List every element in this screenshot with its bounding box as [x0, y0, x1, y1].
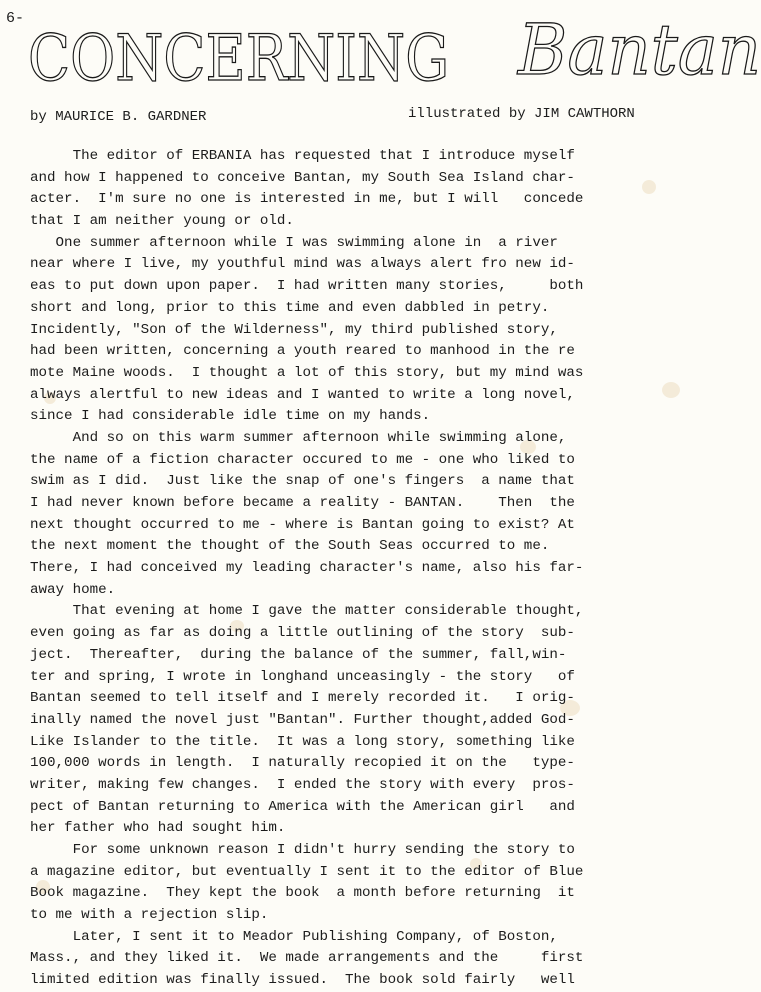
body-line: For some unknown reason I didn't hurry sending the story to [30, 842, 575, 858]
body-line: since I had considerable idle time on my hands. [30, 408, 431, 425]
body-line: a magazine editor, but eventually I sent it to the editor of Blue [30, 863, 584, 880]
body-line: Mass., and they liked it. We made arrangements and the first [30, 950, 584, 967]
body-line: acter. I'm sure no one is interested in me, but I will concede [30, 191, 584, 208]
body-line: mote Maine woods. I thought a lot of this story, but my mind was [30, 364, 584, 381]
illustrator-byline: illustrated by JIM CAWTHORN [408, 106, 635, 122]
author-byline: by MAURICE B. GARDNER [30, 109, 207, 125]
body-line: swim as I did. Just like the snap of one's fingers a name that [30, 473, 575, 490]
body-line: near where I live, my youthful mind was always alert fro new id- [30, 256, 575, 273]
body-line: Book magazine. They kept the book a month before returning it [30, 885, 575, 902]
body-line: There, I had conceived my leading character's name, also his far- [30, 560, 584, 577]
body-line: Incidently, "Son of the Wilderness", my third published story, [30, 321, 558, 338]
body-line: the next moment the thought of the South Seas occurred to me. [30, 538, 550, 555]
article-body [30, 146, 702, 992]
body-line: limited edition was finally issued. The book sold fairly well [30, 972, 575, 989]
body-line: writer, making few changes. I ended the story with every pros- [30, 776, 575, 793]
title-concerning: CONCERNING [28, 22, 450, 96]
body-line: That evening at home I gave the matter considerable thought, [30, 603, 584, 620]
body-line: ject. Thereafter, during the balance of the summer, fall,win- [30, 646, 567, 663]
body-line: eas to put down upon paper. I had written many stories, both [30, 278, 584, 295]
body-line: And so on this warm summer afternoon while swimming alone, [30, 429, 567, 446]
page-number: 6- [6, 10, 25, 27]
body-line: Bantan seemed to tell itself and I merely recorded it. I orig- [30, 690, 575, 707]
body-line: ter and spring, I wrote in longhand unceasingly - the story of [30, 668, 575, 685]
body-line: next thought occurred to me - where is Bantan going to exist? At [30, 516, 575, 533]
body-line: her father who had sought him. [30, 820, 286, 837]
title-bantan-script: Bantan [518, 9, 761, 91]
body-line: inally named the novel just "Bantan". Further thought,added God- [30, 711, 575, 728]
body-line: The editor of ERBANIA has requested that I introduce myself [30, 148, 575, 164]
body-line: away home. [30, 581, 116, 598]
body-line: the name of a fiction character occured to me - one who liked to [30, 451, 575, 468]
body-line: and how I happened to conceive Bantan, my South Sea Island char- [30, 169, 575, 186]
body-line: that I am neither young or old. [30, 213, 294, 230]
body-line: even going as far as doing a little outlining of the story sub- [30, 625, 575, 642]
body-line: pect of Bantan returning to America with the American girl and [30, 798, 575, 815]
body-line: had been written, concerning a youth reared to manhood in the re [30, 343, 575, 360]
body-line: Like Islander to the title. It was a long story, something like [30, 733, 575, 750]
body-line: to me with a rejection slip. [30, 907, 269, 924]
body-line: always alertful to new ideas and I wanted to write a long novel, [30, 386, 575, 403]
body-line: 100,000 words in length. I naturally recopied it on the type- [30, 755, 575, 772]
body-line: short and long, prior to this time and even dabbled in petry. [30, 299, 550, 316]
body-line: Later, I sent it to Meador Publishing Company, of Boston, [30, 928, 558, 945]
body-line: One summer afternoon while I was swimming alone in a river [30, 234, 558, 251]
body-line: I had never known before became a reality - BANTAN. Then the [30, 495, 575, 511]
